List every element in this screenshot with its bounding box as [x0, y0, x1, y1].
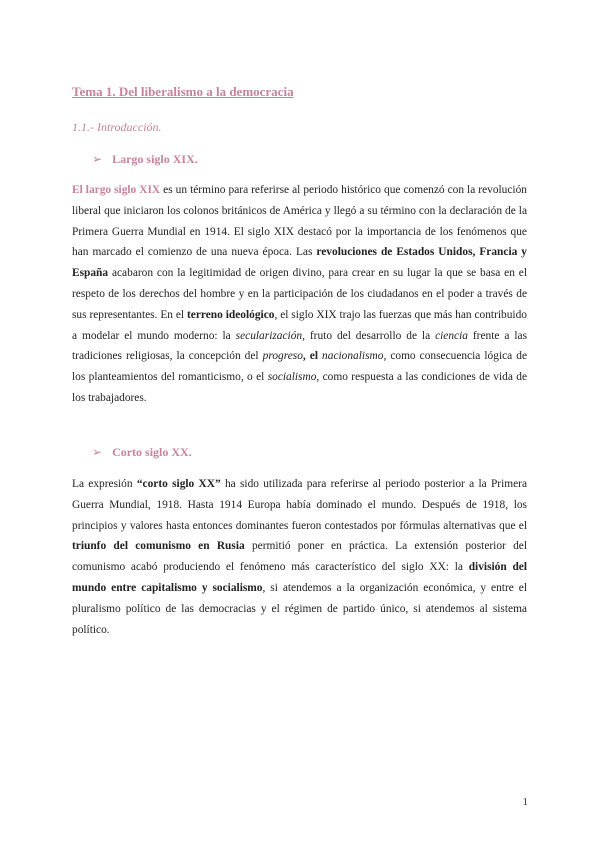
section-subtitle: 1.1.- Introducción.	[72, 120, 162, 134]
text-run: es un término para referirse al periodo histórico que comenzó con la revolución liberal que iniciaron los colonos británicos de América y llegó a su término con la declaración de la Primera Guerra Mundial en 1914. El siglo XIX destacó por la importancia de los fenómenos que han marcado el comienzo de una nueva época. Las	[72, 184, 527, 259]
largo-siglo-term: El largo siglo XIX	[72, 184, 161, 196]
bold-run: terreno ideológico	[187, 308, 275, 321]
section1-paragraph	[72, 180, 527, 409]
text-run: acabaron con la legitimidad de origen divino, para crear en su lugar la que se basa en el respeto de los derechos del hombre y en la participación de los ciudadanos en el poder a través de sus representantes. En el	[72, 267, 527, 321]
text-run: , si atendemos a la organización económica, y entre el pluralismo político de las democracias y el régimen de partido único, si atendemos al sistema político.	[72, 581, 527, 636]
section2-heading-label: Corto siglo XX.	[112, 445, 192, 459]
text-run: , como respuesta a las condiciones de vida de los trabajadores.	[72, 371, 528, 404]
page-number: 1	[522, 796, 528, 808]
text-run: fruto del desarrollo de la	[304, 329, 436, 342]
text-run: ha sido utilizada para referirse al periodo posterior a la Primera Guerra Mundial, 1918. Hasta 1914 Europa había dominado el mundo. Después de 1918, los principios y valores hasta entonces dominantes fueron contestados por fórmulas alternativas que el	[72, 478, 527, 532]
arrow-bullet-icon: ➢	[92, 445, 103, 459]
text-run: La expresión	[72, 478, 137, 490]
italic-run: ciencia	[435, 329, 468, 342]
bold-run: , el	[302, 350, 323, 363]
section1-heading-label: Largo siglo XIX.	[112, 152, 198, 166]
italic-run: secularización,	[235, 329, 305, 342]
italic-run: socialismo	[267, 371, 317, 384]
bold-run: triunfo del comunismo en Rusia	[72, 540, 245, 553]
italic-run: nacionalismo	[322, 350, 384, 363]
section2-paragraph	[72, 474, 527, 640]
section2-heading	[92, 445, 192, 460]
italic-run: progreso	[262, 350, 303, 363]
arrow-bullet-icon: ➢	[92, 152, 103, 166]
section1-heading	[92, 152, 198, 167]
bold-run: revoluciones de Estados Unidos, Francia y España	[72, 246, 528, 280]
document-title: Tema 1. Del liberalismo a la democracia	[72, 84, 294, 99]
text-run: permitió poner en práctica. La extensión posterior del comunismo acabó produciendo el fenómeno más característico del siglo XX: la	[72, 540, 527, 574]
text-run: , como consecuencia lógica de los planteamientos del romanticismo, o el	[72, 350, 527, 384]
text-run: , el siglo XIX trajo las fuerzas que más han contribuido a modelar el mundo moderno: la	[72, 308, 527, 342]
text-run: frente a las tradiciones religiosas, la concepción del	[72, 329, 528, 363]
bold-run: división del mundo entre capitalismo y socialismo	[72, 561, 528, 594]
bold-run: “corto siglo XX”	[136, 478, 221, 490]
